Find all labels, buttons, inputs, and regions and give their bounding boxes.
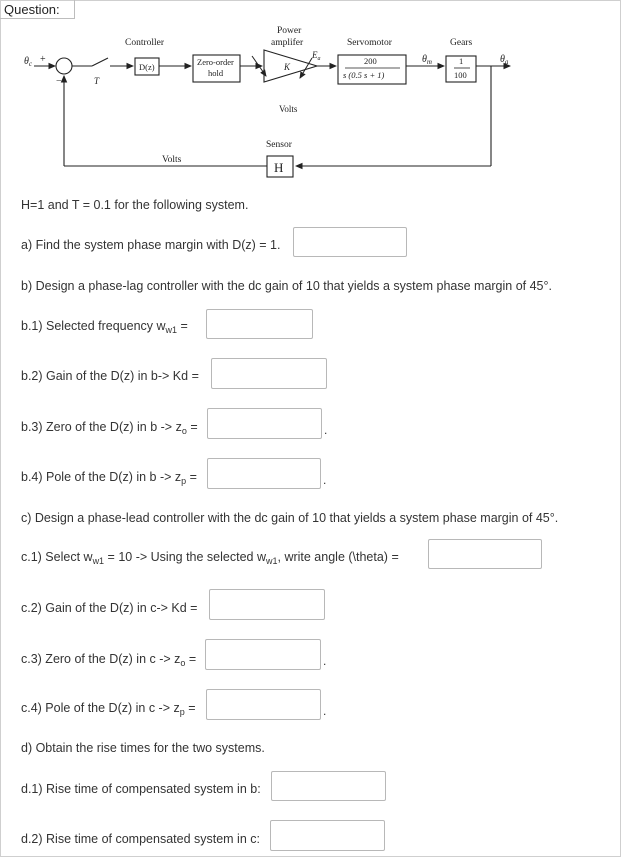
volts-amp-label: Volts [279, 104, 298, 114]
amp-label-line2: amplifer [271, 38, 304, 48]
part-c-heading: c) Design a phase-lead controller with the dc gain of 10 that yields a system phase margin of 45°. [21, 511, 559, 525]
controller-block-text: D(z) [139, 62, 155, 72]
d1-label: d.1) Rise time of compensated system in b: [21, 782, 261, 796]
gears-label: Gears [450, 38, 473, 48]
servo-label: Servomotor [347, 38, 392, 48]
c4-trailing-dot: . [323, 704, 327, 718]
plus-sign: + [40, 54, 46, 65]
controller-label: Controller [125, 38, 165, 48]
sensor-block-text: H [274, 160, 284, 175]
servo-denominator: s (0.5 s + 1) [343, 70, 385, 80]
gears-denominator: 100 [454, 70, 467, 80]
c1-answer-input[interactable] [428, 539, 542, 569]
theta-m-label: $\theta_m$ [422, 54, 432, 66]
c3-trailing-dot: . [323, 654, 327, 668]
theta-c-label: $\theta_c$ [24, 56, 33, 68]
servo-numerator: 200 [364, 56, 377, 66]
part-d-heading: d) Obtain the rise times for the two systems. [21, 741, 265, 755]
c1-label: c.1) Select $w_{w1} = 10 -> Using$ the selected $w_{w1}$, write angle (\theta) = [21, 550, 399, 566]
question-header: Question: [0, 0, 75, 19]
intro-text: H=1 and T = 0.1 for the following system. [21, 198, 249, 212]
part-a-answer-input[interactable] [293, 227, 407, 257]
theta-a-label: $\theta_a$ [500, 54, 509, 66]
b3-label: b.3) Zero of the D(z) in $b -> z_o$ = [21, 420, 198, 436]
d2-answer-input[interactable] [270, 820, 385, 851]
d2-label: d.2) Rise time of compensated system in c: [21, 832, 260, 846]
b1-answer-input[interactable] [206, 309, 313, 339]
b2-answer-input[interactable] [211, 358, 327, 389]
b4-label: b.4) Pole of the D(z) in $b -> z_p$ = [21, 470, 197, 486]
d1-answer-input[interactable] [271, 771, 386, 801]
c2-answer-input[interactable] [209, 589, 325, 620]
b2-label: b.2) Gain of the D(z) in b-> Kd = [21, 369, 199, 383]
b4-answer-input[interactable] [207, 458, 321, 489]
gears-numerator: 1 [459, 56, 464, 66]
part-b-heading: b) Design a phase-lag controller with the dc gain of 10 that yields a system phase margin of 45°. [21, 279, 552, 293]
c3-label: c.3) Zero of the D(z) in $c -> z_o$ = [21, 652, 197, 668]
b3-trailing-dot: . [324, 423, 328, 437]
block-diagram [0, 0, 621, 200]
part-a-prompt: a) Find the system phase margin with D(z) = 1. [21, 238, 281, 252]
amp-gain-K: K [284, 62, 291, 72]
b3-answer-input[interactable] [207, 408, 322, 439]
c3-answer-input[interactable] [205, 639, 321, 670]
c4-label: c.4) Pole of the D(z) in $c -> z_p$ = [21, 701, 196, 717]
zoh-line2: hold [208, 68, 224, 78]
sensor-label: Sensor [266, 140, 292, 150]
sample-period-label: T [94, 76, 100, 86]
c2-label: c.2) Gain of the D(z) in c-> Kd = [21, 601, 198, 615]
b4-trailing-dot: . [323, 473, 327, 487]
volts-feedback-label: Volts [162, 155, 182, 165]
b1-label: b.1) Selected frequency $w_{w1}$ = [21, 319, 188, 335]
minus-sign: − [56, 76, 62, 87]
armature-voltage-label: $E_a$ [312, 50, 321, 62]
amp-label-line1: Power [277, 26, 302, 36]
zoh-line1: Zero-order [197, 57, 234, 67]
c4-answer-input[interactable] [206, 689, 321, 720]
